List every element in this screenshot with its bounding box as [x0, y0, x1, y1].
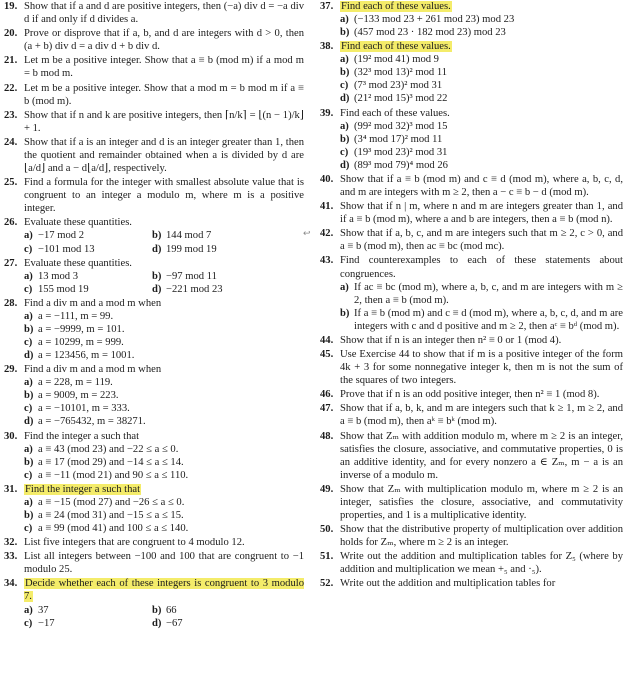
exercise-part	[340, 281, 623, 307]
exercise-number: 29.	[4, 364, 18, 376]
exercise	[4, 577, 304, 629]
exercise-text: List five integers that are congruent to 4 modulo 12.	[24, 537, 245, 549]
exercise-number: 23.	[4, 109, 18, 121]
part-text: a = −9999, m = 101.	[38, 323, 125, 335]
exercise	[320, 483, 623, 522]
exercise-parts	[24, 270, 304, 296]
exercise-text: Show that if n | m, where n and m are integers greater than 1, and if a ≡ b (mod m), where a and b are integers, then a ≡ b (mod n).	[340, 201, 623, 226]
exercise-number: 44.	[320, 334, 334, 346]
exercise-part	[24, 402, 304, 415]
exercise-part	[24, 456, 304, 469]
part-label: b)	[24, 323, 34, 335]
exercise-part	[24, 336, 304, 349]
exercise-number: 24.	[4, 136, 18, 148]
exercise-text: Find the integer a such that	[24, 430, 140, 442]
exercise	[4, 0, 304, 26]
exercise-text: Find counterexamples to each of these statements about congruences.	[340, 255, 623, 280]
exercise-text: Show that if a, b, k, and m are integers such that k ≥ 1, m ≥ 2, and a ≡ b (mod m), then aᵏ ≡ bᵏ (mod m).	[340, 403, 623, 428]
exercise	[4, 109, 304, 135]
part-label: c)	[24, 617, 33, 629]
part-label: b)	[24, 390, 34, 402]
part-label: b)	[24, 456, 34, 468]
part-label: a)	[340, 54, 349, 66]
part-text: a = −10101, m = 333.	[38, 403, 130, 415]
exercise-parts	[340, 120, 623, 172]
exercise	[320, 173, 623, 199]
exercise	[4, 550, 304, 576]
exercise-number: 41.	[320, 201, 334, 213]
exercise-text: Prove that if n is an odd positive integer, then n² ≡ 1 (mod 8).	[340, 389, 600, 401]
exercise	[320, 388, 623, 401]
exercise	[4, 27, 304, 53]
part-text: a ≡ 43 (mod 23) and −22 ≤ a ≤ 0.	[38, 443, 179, 455]
exercise-text: Write out the addition and multiplication tables for Z₅ (where by addition and multiplication we mean +₅ and ·₅).	[340, 551, 623, 576]
exercise-parts	[340, 53, 623, 105]
right-column	[303, 0, 623, 592]
exercise-number: 46.	[320, 389, 334, 401]
exercise-number: 37.	[320, 1, 334, 12]
part-label: b)	[152, 270, 162, 282]
left-column	[4, 0, 304, 631]
exercise-part	[152, 229, 304, 242]
exercise-number: 25.	[4, 177, 18, 189]
exercise	[4, 136, 304, 175]
part-text: a ≡ −11 (mod 21) and 90 ≤ a ≤ 110.	[38, 469, 189, 481]
exercise-number: 51.	[320, 551, 334, 563]
exercise	[4, 216, 304, 255]
exercise-parts	[24, 443, 304, 482]
exercise-part	[152, 270, 304, 283]
part-text: 37	[38, 604, 49, 616]
exercise	[4, 363, 304, 428]
part-label: a)	[24, 377, 33, 389]
part-label: c)	[24, 283, 33, 295]
part-text: (89³ mod 79)⁴ mod 26	[354, 159, 448, 171]
exercise-number: 22.	[4, 82, 18, 94]
exercise-part	[24, 310, 304, 323]
exercise	[4, 82, 304, 108]
part-label: d)	[152, 243, 162, 255]
exercise	[4, 257, 304, 296]
part-label: c)	[24, 243, 33, 255]
exercise-number: 48.	[320, 430, 334, 442]
part-text: (99² mod 32)³ mod 15	[354, 120, 448, 132]
exercise-text: Show that if a ≡ b (mod m) and c ≡ d (mod m), where a, b, c, d, and m are integers with m ≥ 2, then a − c ≡ b − d (mod m).	[340, 173, 623, 198]
part-text: a ≡ 17 (mod 29) and −14 ≤ a ≤ 14.	[38, 456, 184, 468]
exercise	[320, 402, 623, 428]
exercise	[4, 297, 304, 362]
exercise	[320, 550, 623, 576]
exercise	[320, 348, 623, 387]
part-text: −221 mod 23	[166, 283, 223, 295]
part-text: (3⁴ mod 17)² mod 11	[354, 133, 443, 145]
exercise	[320, 430, 623, 482]
part-text: a = 228, m = 119.	[38, 377, 113, 389]
part-label: c)	[340, 146, 349, 158]
part-label: a)	[24, 230, 33, 242]
exercise-part	[24, 283, 152, 296]
exercise-part	[340, 146, 623, 159]
exercise	[4, 483, 304, 535]
exercise	[320, 523, 623, 549]
part-text: 199 mod 19	[166, 243, 217, 255]
part-label: a)	[24, 443, 33, 455]
part-label: b)	[340, 27, 350, 39]
exercise-text: Show that Zₘ with addition modulo m, where m ≥ 2 is an integer, satisfies the closure, associative, and commutative properties, 0 is an additive identity, and for every nonzero a ∈ Zₘ, m − a is an inverse of a modulo m.	[340, 430, 623, 481]
exercise-number: 33.	[4, 551, 18, 563]
part-text: (−133 mod 23 + 261 mod 23) mod 23	[354, 14, 515, 26]
exercise-text: Find a div m and a mod m when	[24, 364, 162, 376]
part-label: d)	[340, 159, 350, 171]
part-text: −97 mod 11	[166, 270, 217, 282]
exercise-text: Show that Zₘ with multiplication modulo m, where m ≥ 2 is an integer, satisfies the closure, associative, and commutativity properties, and 1 is a multiplicative identity.	[340, 483, 623, 521]
part-label: d)	[152, 283, 162, 295]
exercise	[320, 200, 623, 226]
part-text: a ≡ −15 (mod 27) and −26 ≤ a ≤ 0.	[38, 496, 185, 508]
part-label: c)	[24, 337, 33, 349]
exercise-number: 39.	[320, 107, 334, 119]
exercise-number: 38.	[320, 41, 334, 53]
exercise-text: Find a formula for the integer with smallest absolute value that is congruent to an integer a modulo m, where m is a positive integer.	[24, 177, 304, 215]
part-text: −17	[38, 617, 55, 629]
part-label: b)	[340, 307, 350, 319]
exercise	[320, 0, 623, 39]
exercise-part	[24, 323, 304, 336]
exercise-text: Find the integer a such that	[25, 483, 141, 495]
part-label: b)	[340, 67, 350, 79]
exercise-text: Show that if a and d are positive integers, then (−a) div d = −a div d if and only if d divides a.	[24, 1, 304, 26]
exercise-text: Evaluate these quantities.	[24, 257, 132, 269]
exercise-number: 20.	[4, 28, 18, 40]
part-label: d)	[152, 617, 162, 629]
part-text: 13 mod 3	[38, 270, 79, 282]
part-label: d)	[24, 350, 34, 362]
exercise-number: 19.	[4, 1, 18, 12]
part-text: 66	[166, 604, 177, 616]
part-text: (32³ mod 13)² mod 11	[354, 67, 448, 79]
exercise	[320, 254, 623, 332]
exercise-number: 42.	[320, 228, 334, 240]
exercise-text: Show that if a, b, c, and m are integers such that m ≥ 2, c > 0, and a ≡ b (mod m), then ac ≡ bc (mod mc).	[340, 228, 623, 253]
part-text: a = −111, m = 99.	[38, 310, 114, 322]
exercise-part	[340, 133, 623, 146]
exercise-part	[24, 509, 304, 522]
exercise-number: 21.	[4, 55, 18, 67]
part-label: b)	[152, 230, 162, 242]
part-text: (19² mod 41) mod 9	[354, 54, 439, 66]
exercise-number: 27.	[4, 257, 18, 269]
part-label: b)	[340, 133, 350, 145]
part-text: a = 123456, m = 1001.	[38, 350, 135, 362]
exercise-parts	[24, 496, 304, 535]
part-label: a)	[24, 310, 33, 322]
exercise-number: 52.	[320, 578, 334, 590]
part-text: a ≡ 24 (mod 31) and −15 ≤ a ≤ 15.	[38, 509, 184, 521]
part-label: d)	[24, 416, 34, 428]
part-text: −101 mod 13	[38, 243, 95, 255]
exercise-text: List all integers between −100 and 100 that are congruent to −1 modulo 25.	[24, 551, 304, 576]
part-text: (7³ mod 23)² mod 31	[354, 80, 443, 92]
part-label: b)	[24, 509, 34, 521]
exercise-part	[340, 92, 623, 105]
part-label: a)	[24, 604, 33, 616]
part-label: a)	[24, 270, 33, 282]
margin-marker-icon: ↩	[303, 229, 311, 240]
exercise-part	[24, 522, 304, 535]
exercise-part	[340, 26, 623, 39]
part-text: a = 10299, m = 999.	[38, 337, 124, 349]
part-label: a)	[340, 281, 349, 293]
exercise-part	[340, 13, 623, 26]
exercise-text: Evaluate these quantities.	[24, 217, 132, 229]
exercise	[320, 577, 623, 590]
exercise-part	[340, 307, 623, 333]
part-text: 155 mod 19	[38, 283, 89, 295]
exercise-number: 32.	[4, 537, 18, 549]
exercise	[4, 536, 304, 549]
part-text: (19³ mod 23)² mod 31	[354, 146, 448, 158]
exercise-parts	[340, 281, 623, 333]
part-label: a)	[24, 496, 33, 508]
exercise-text: Let m be a positive integer. Show that a ≡ b (mod m) if a mod m = b mod m.	[24, 55, 304, 80]
part-label: b)	[152, 604, 162, 616]
part-label: c)	[340, 80, 349, 92]
exercise-parts	[24, 376, 304, 428]
exercise-number: 31.	[4, 483, 18, 495]
exercise-part	[24, 389, 304, 402]
exercise	[320, 334, 623, 347]
exercise-part	[340, 79, 623, 92]
exercise-text: Show that if n is an integer then n² ≡ 0 or 1 (mod 4).	[340, 334, 562, 346]
exercise-text: Prove or disprove that if a, b, and d are integers with d > 0, then (a + b) div d = a div d + b div d.	[24, 28, 304, 53]
part-text: a = −765432, m = 38271.	[38, 416, 146, 428]
exercise-part	[152, 283, 304, 296]
exercise	[320, 40, 623, 105]
exercise-number: 50.	[320, 524, 334, 536]
exercise-part	[24, 469, 304, 482]
exercise-text: Decide whether each of these integers is congruent to 3 modulo 7.	[24, 578, 304, 603]
exercise-text: Find each of these values.	[341, 1, 451, 12]
exercise-part	[152, 604, 304, 617]
exercise	[4, 54, 304, 80]
exercise-number: 43.	[320, 255, 334, 267]
exercise-text: Find each of these values.	[340, 107, 450, 119]
part-label: d)	[340, 93, 350, 105]
exercise-part	[24, 229, 152, 242]
exercise-number: 40.	[320, 173, 334, 185]
exercise-number: 26.	[4, 217, 18, 229]
part-label: c)	[24, 403, 33, 415]
exercise-part	[340, 66, 623, 79]
exercise-text: Use Exercise 44 to show that if m is a positive integer of the form 4k + 3 for some nonnegative integer k, then m is not the sum of the squares of two integers.	[340, 348, 623, 387]
exercise-part	[24, 496, 304, 509]
part-text: −67	[166, 617, 183, 629]
part-label: a)	[340, 14, 349, 26]
part-text: −17 mod 2	[38, 230, 84, 242]
exercise-text: Show that the distributive property of multiplication over addition holds for Zₘ, where m ≥ 2 is an integer.	[340, 524, 623, 549]
exercise-number: 47.	[320, 403, 334, 415]
exercise-number: 49.	[320, 483, 334, 495]
exercise-parts	[24, 229, 304, 255]
part-text: a = 9009, m = 223.	[38, 390, 119, 402]
exercise-part	[152, 243, 304, 256]
exercise-text: Show that if n and k are positive integers, then ⌈n/k⌉ = ⌊(n − 1)/k⌋ + 1.	[24, 109, 304, 134]
exercise-part	[24, 443, 304, 456]
exercise-number: 45.	[320, 348, 334, 360]
part-text: If ac ≡ bc (mod m), where a, b, c, and m are integers with m ≥ 2, then a ≡ b (mod m).	[354, 281, 623, 306]
part-text: (21² mod 15)³ mod 22	[354, 93, 448, 105]
exercise	[320, 107, 623, 172]
exercise-parts	[24, 604, 304, 630]
exercise-number: 34.	[4, 578, 18, 590]
exercise-part	[24, 376, 304, 389]
part-text: a ≡ 99 (mod 41) and 100 ≤ a ≤ 140.	[38, 522, 189, 534]
exercise	[4, 430, 304, 482]
part-label: c)	[24, 522, 33, 534]
exercise-text: Write out the addition and multiplication tables for	[340, 578, 556, 590]
exercise	[4, 176, 304, 215]
part-text: (457 mod 23 · 182 mod 23) mod 23	[354, 27, 506, 39]
exercise-number: 28.	[4, 297, 18, 309]
part-label: c)	[24, 469, 33, 481]
exercise-text: Find a div m and a mod m when	[24, 297, 162, 309]
exercise-part	[24, 604, 152, 617]
exercise-part	[340, 53, 623, 66]
exercise-part	[340, 159, 623, 172]
exercise-part	[24, 349, 304, 362]
exercise-number: 30.	[4, 430, 18, 442]
exercise-parts	[340, 13, 623, 39]
exercise-part	[152, 617, 304, 630]
exercise-parts	[24, 310, 304, 362]
part-label: a)	[340, 120, 349, 132]
exercise	[303, 227, 623, 253]
part-text: 144 mod 7	[166, 230, 212, 242]
exercise-text: Show that if a is an integer and d is an integer greater than 1, then the quotient and remainder obtained when a is divided by d are ⌊a/d⌋ and a − d⌊a/d⌋, respectively.	[24, 136, 304, 175]
exercise-part	[24, 617, 152, 630]
exercise-part	[24, 270, 152, 283]
exercise-text: Let m be a positive integer. Show that a mod m = b mod m if a ≡ b (mod m).	[24, 82, 304, 107]
exercise-part	[24, 415, 304, 428]
exercise-part	[24, 243, 152, 256]
part-text: If a ≡ b (mod m) and c ≡ d (mod m), where a, b, c, d, and m are integers with c and d positive and m ≥ 2, then aᶜ ≡ bᵈ (mod m).	[354, 307, 623, 332]
exercise-text: Find each of these values.	[341, 41, 451, 53]
exercise-part	[340, 120, 623, 133]
